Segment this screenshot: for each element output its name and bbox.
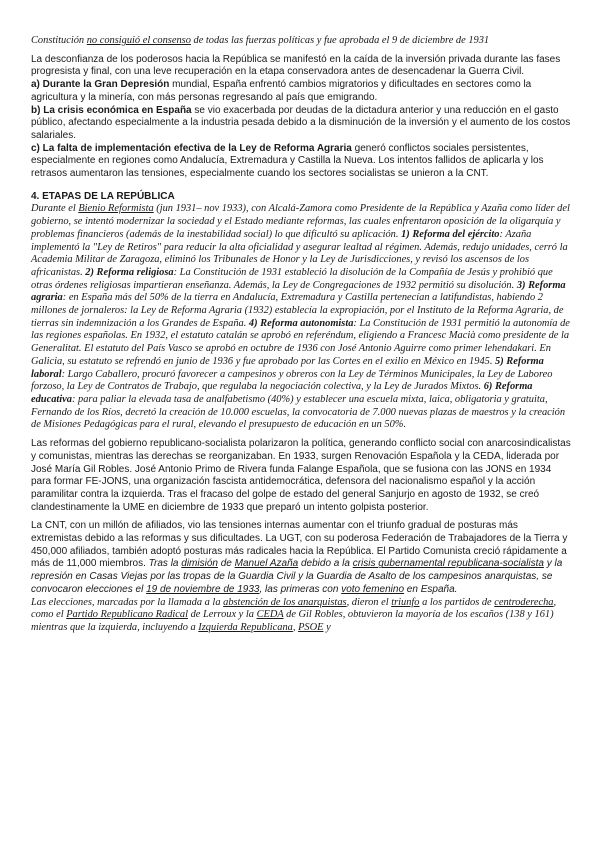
underlined-text: triunfo [391, 596, 420, 608]
underlined-text: 19 de noviembre de 1933 [146, 583, 260, 595]
underlined-text: Manuel Azaña [234, 558, 299, 570]
underlined-text: dimisión [181, 558, 218, 570]
text-run: , las primeras con [259, 583, 342, 595]
reform-label-religious: 2) Reforma religiosa [85, 266, 174, 278]
text-run: Constitución [31, 35, 87, 46]
text-run: debido a la [298, 558, 353, 570]
underlined-text: CEDA [256, 609, 284, 621]
text-run: a los partidos de [419, 596, 495, 608]
underlined-text: voto femenino [341, 583, 405, 595]
constitution-paragraph [31, 35, 571, 48]
point-b [31, 105, 571, 143]
underlined-text: centroderecha [494, 596, 554, 608]
point-c-label: c) La falta de implementación efectiva de la Ley de Reforma Agraria [31, 142, 352, 154]
underlined-text: no consiguió el consenso [86, 35, 191, 46]
reform-label-army: 1) Reforma del ejército [401, 228, 500, 240]
text-run: : Azaña implementó la "Ley de Retiros" para reducir la alta oficialidad y asegurar lealtad al régimen. Además, redujo unidades, cerró la Academia Militar de Zaragoza, eliminó los Tribunales de Honor y la Ley de Jurisdicciones, y revisó los ascensos de los africanistas. [31, 228, 568, 278]
text-run: en España. [404, 583, 458, 595]
polarization-paragraph: Las reformas del gobierno republicano-socialista polarizaron la política, generando conflicto social con anarcosindicalistas y comunistas, mientras las derechas se reorganizaban. En 1933, surgen Renovación Española y la CEDA, liderada por José María Gil Robles. José Antonio Primo de Rivera funda Falange Española, que se fusiona con las JONS en 1934 para formar FE-JONS, una organización fascista antidemocrática, defensora del nacionalismo español y la acción paramilitar contra la izquierda. Tras el fracaso del golpe de estado del general Sanjurjo en agosto de 1932, se creó clandestinamente la UME en diciembre de 1933 que preparó un intento golpista posterior. [31, 438, 571, 513]
point-b-label: b) La crisis económica en España [31, 104, 192, 116]
text-run: de [217, 558, 235, 570]
text-run: y [323, 621, 331, 633]
text-run: : en España más del 50% de la tierra en Andalucía, Extremadura y Castilla pertenecían a latifundistas, habiendo 2 millones de jornaleros: la Ley de Reforma Agraria (1932) establecía la expropiación, por el Instituto de la Reforma Agraria, de tierras sin indemnización a los Grandes de España. [31, 292, 564, 329]
reform-label-education: 6) Reforma educativa [31, 381, 533, 405]
text-run: Tras la [148, 558, 182, 570]
text-run: (jun 1931– nov 1933), con Alcalá-Zamora como Presidente de la República y Azaña como líder del gobierno, se intentó modernizar la sociedad y el Estado mediante reformas, las cuales enfrentaron oposición de la oligarquía y problemas financieros (además de la inestabilidad social) lo que dificultó su aplicación. [31, 203, 570, 240]
text-run: de Lerroux y la [187, 609, 257, 621]
reform-label-agrarian: 3) Reforma agraria [31, 279, 566, 304]
underlined-text: PSOE [298, 621, 324, 633]
text-run: Durante el [31, 203, 79, 215]
underlined-text: Partido Republicano Radical [66, 609, 188, 621]
document-page [31, 35, 571, 635]
underlined-text: Izquierda Republicana [198, 621, 293, 633]
text-run: La CNT, con un millón de afiliados, vio las tensiones internas aumentar con el triunfo gradual de posturas más extremistas debido a las reformas y sus dificultades. La UGT, con su poderosa Federación de Trabajadores de la Tierra y 450,000 afiliados, también adoptó posturas más radicales hacia la República. El Partido Comunista creció rápidamente a más de 11,000 miembros. [31, 520, 568, 570]
point-a [31, 79, 571, 104]
text-run: , dieron el [346, 596, 392, 608]
cnt-paragraph [31, 520, 571, 596]
section-heading: 4. ETAPAS DE LA REPÚBLICA [31, 190, 175, 202]
reform-label-labor: 5) Reforma laboral [31, 355, 544, 380]
distrust-paragraph: La desconfianza de los poderosos hacia la República se manifestó en la caída de la inversión privada durante las fases progresista y final, con una leve recuperación en la etapa conservadora antes de desencadenar la Guerra Civil. [31, 53, 561, 78]
point-c-text: generó conflictos sociales persistentes, especialmente en regiones como Andalucía, Extremadura y Castilla la Nueva. Los intentos fallidos de aplicarla y los retrasos aumentaron las tensiones, especialmente cuando los sectores socialistas se unieron a la CNT. [31, 142, 544, 180]
point-a-label: a) Durante la Gran Depresión [31, 79, 170, 91]
reform-label-autonomy: 4) Reforma autonomista [248, 317, 354, 329]
text-run: de todas las fuerzas políticas y fue aprobada el 9 de diciembre de 1931 [190, 35, 490, 46]
text-run: de Gil Robles, obtuvieron la mayoría de los escaños (138 y 161) mientras que la izquierda, incluyendo a [31, 609, 554, 633]
text-run: : La Constitución de 1931 permitió la autonomía de las regiones españolas. En 1932, el estatuto catalán se aprobó en referéndum, eligiendo a Francesc Macià como presidente de la Generalitat. El estatuto del País Vasco se aprobó en octubre de 1936 con José Antonio Aguirre como primer lehendakari. En Galicia, su estatuto se refrendó en junio de 1936 y fue aprobado por las Cortes en el exilio en México en 1945. [31, 317, 570, 367]
point-c [31, 143, 571, 181]
point-a-text: mundial, España enfrentó cambios migratorios y dificultades en sectores como la agricultura y la minería, con más personas regresando al país que emigrando. [31, 79, 532, 103]
text-run: , [292, 621, 299, 633]
text-run: : La Constitución de 1931 estableció la disolución de la Compañía de Jesús y prohibió que otras órdenes religiosas impartieran enseñanza. Además, la Ley de Congregaciones de 1932 permitió su disolución. [31, 266, 553, 291]
text-run: : Largo Caballero, procuró favorecer a campesinos y obreros con la Ley de Términos Municipales, la Ley de Laboreo forzoso, la Ley de Contratos de Trabajo, que regulaba la negociación colectiva, y la Ley de Jurados Mixtos. [31, 368, 553, 393]
underlined-text: Bienio Reformista [78, 203, 154, 215]
underlined-text: crisis gubernamental republicana-socialista [352, 558, 544, 570]
bienio-reformista-paragraph [31, 203, 571, 432]
text-run: , como el [31, 596, 557, 621]
text-run: y la represión en Casas Viejas por las tropas de la Guardia Civil y la Guardia de Asalto de los campesinos anarquistas, se convocaron elecciones el [31, 558, 563, 595]
point-b-text: se vio exacerbada por deudas de la dictadura anterior y una reducción en el gasto público, afectando especialmente a la industria pesada debido a la disminución de la inversión y el aumento de los costos salariales. [31, 104, 571, 141]
text-run: : para paliar la elevada tasa de analfabetismo (40%) y establecer una escuela mixta, laica, obligatoria y gratuita, Fernando de los Ríos, decretó la creación de 10.000 escuelas, la convocatoria de 7.000 nuevas plazas de maestros y la creación de Misiones Pedagógicas para el rural, elevando el presupuesto de educación en un 50%. [31, 393, 566, 431]
underlined-text: abstención de los anarquistas [223, 596, 347, 608]
text-run: Las elecciones, marcadas por la llamada a la [31, 596, 224, 608]
elections-paragraph [31, 597, 571, 635]
